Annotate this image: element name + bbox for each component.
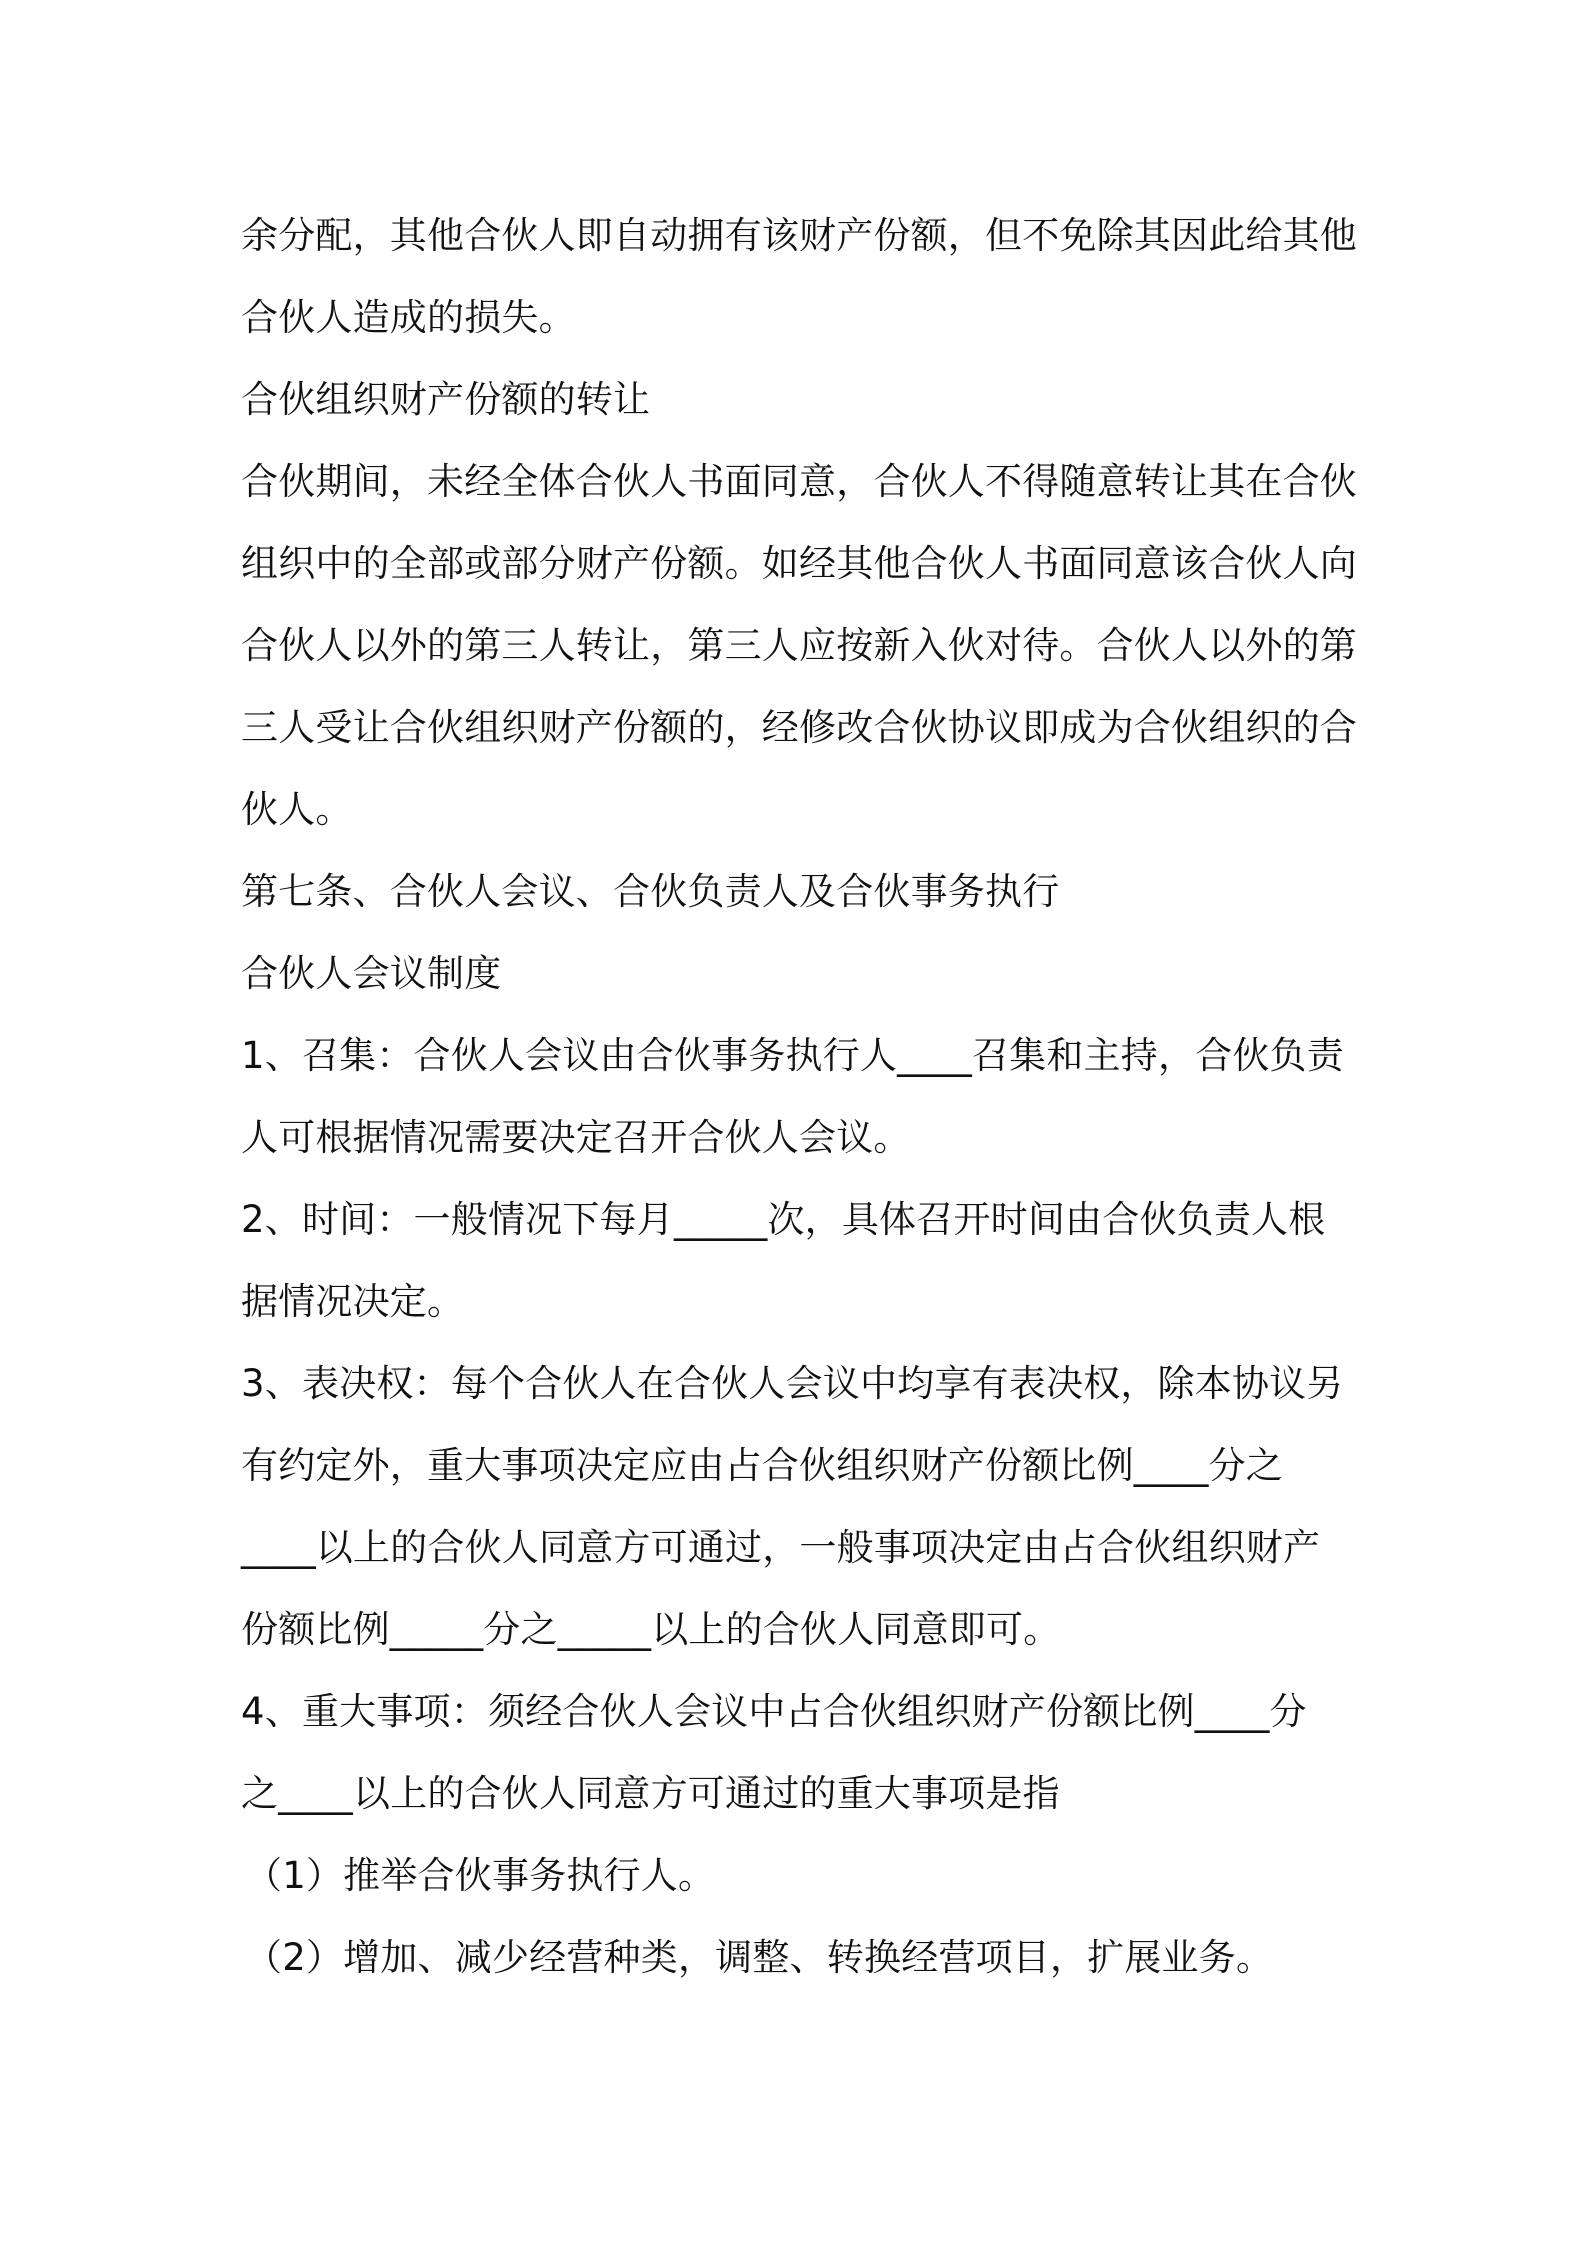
clause-line: 1、召集：合伙人会议由合伙事务执行人____召集和主持，合伙负责 — [241, 1034, 1344, 1077]
section-heading: 合伙组织财产份额的转让 — [241, 378, 651, 421]
list-item: （2）增加、减少经营种类，调整、转换经营项目，扩展业务。 — [245, 1936, 1274, 1979]
paragraph-line: 三人受让合伙组织财产份额的，经修改合伙协议即成为合伙组织的合 — [241, 706, 1357, 749]
clause-line: ____以上的合伙人同意方可通过，一般事项决定由占合伙组织财产 — [241, 1526, 1321, 1569]
clause-line: 之____以上的合伙人同意方可通过的重大事项是指 — [241, 1772, 1060, 1815]
paragraph-line: 合伙人以外的第三人转让，第三人应按新入伙对待。合伙人以外的第 — [241, 624, 1357, 667]
clause-line: 据情况决定。 — [241, 1280, 465, 1323]
document-body — [241, 195, 1361, 1999]
article-heading: 第七条、合伙人会议、合伙负责人及合伙事务执行 — [241, 870, 1060, 913]
clause-line: 3、表决权：每个合伙人在合伙人会议中均享有表决权，除本协议另 — [241, 1362, 1344, 1405]
clause-line: 有约定外，重大事项决定应由占合伙组织财产份额比例____分之 — [241, 1444, 1283, 1487]
section-heading: 合伙人会议制度 — [241, 952, 502, 995]
paragraph-line: 伙人。 — [241, 788, 353, 831]
clause-line: 份额比例_____分之_____以上的合伙人同意即可。 — [241, 1608, 1061, 1651]
paragraph-line: 合伙期间，未经全体合伙人书面同意，合伙人不得随意转让其在合伙 — [241, 460, 1357, 503]
clause-line: 2、时间：一般情况下每月_____次，具体召开时间由合伙负责人根 — [241, 1198, 1326, 1241]
list-item: （1）推举合伙事务执行人。 — [245, 1854, 716, 1897]
paragraph-line: 组织中的全部或部分财产份额。如经其他合伙人书面同意该合伙人向 — [241, 542, 1357, 585]
clause-line: 4、重大事项：须经合伙人会议中占合伙组织财产份额比例____分 — [241, 1690, 1307, 1733]
paragraph-line: 余分配，其他合伙人即自动拥有该财产份额，但不免除其因此给其他 — [241, 214, 1357, 257]
paragraph-line: 合伙人造成的损失。 — [241, 296, 576, 339]
clause-line: 人可根据情况需要决定召开合伙人会议。 — [241, 1116, 911, 1159]
